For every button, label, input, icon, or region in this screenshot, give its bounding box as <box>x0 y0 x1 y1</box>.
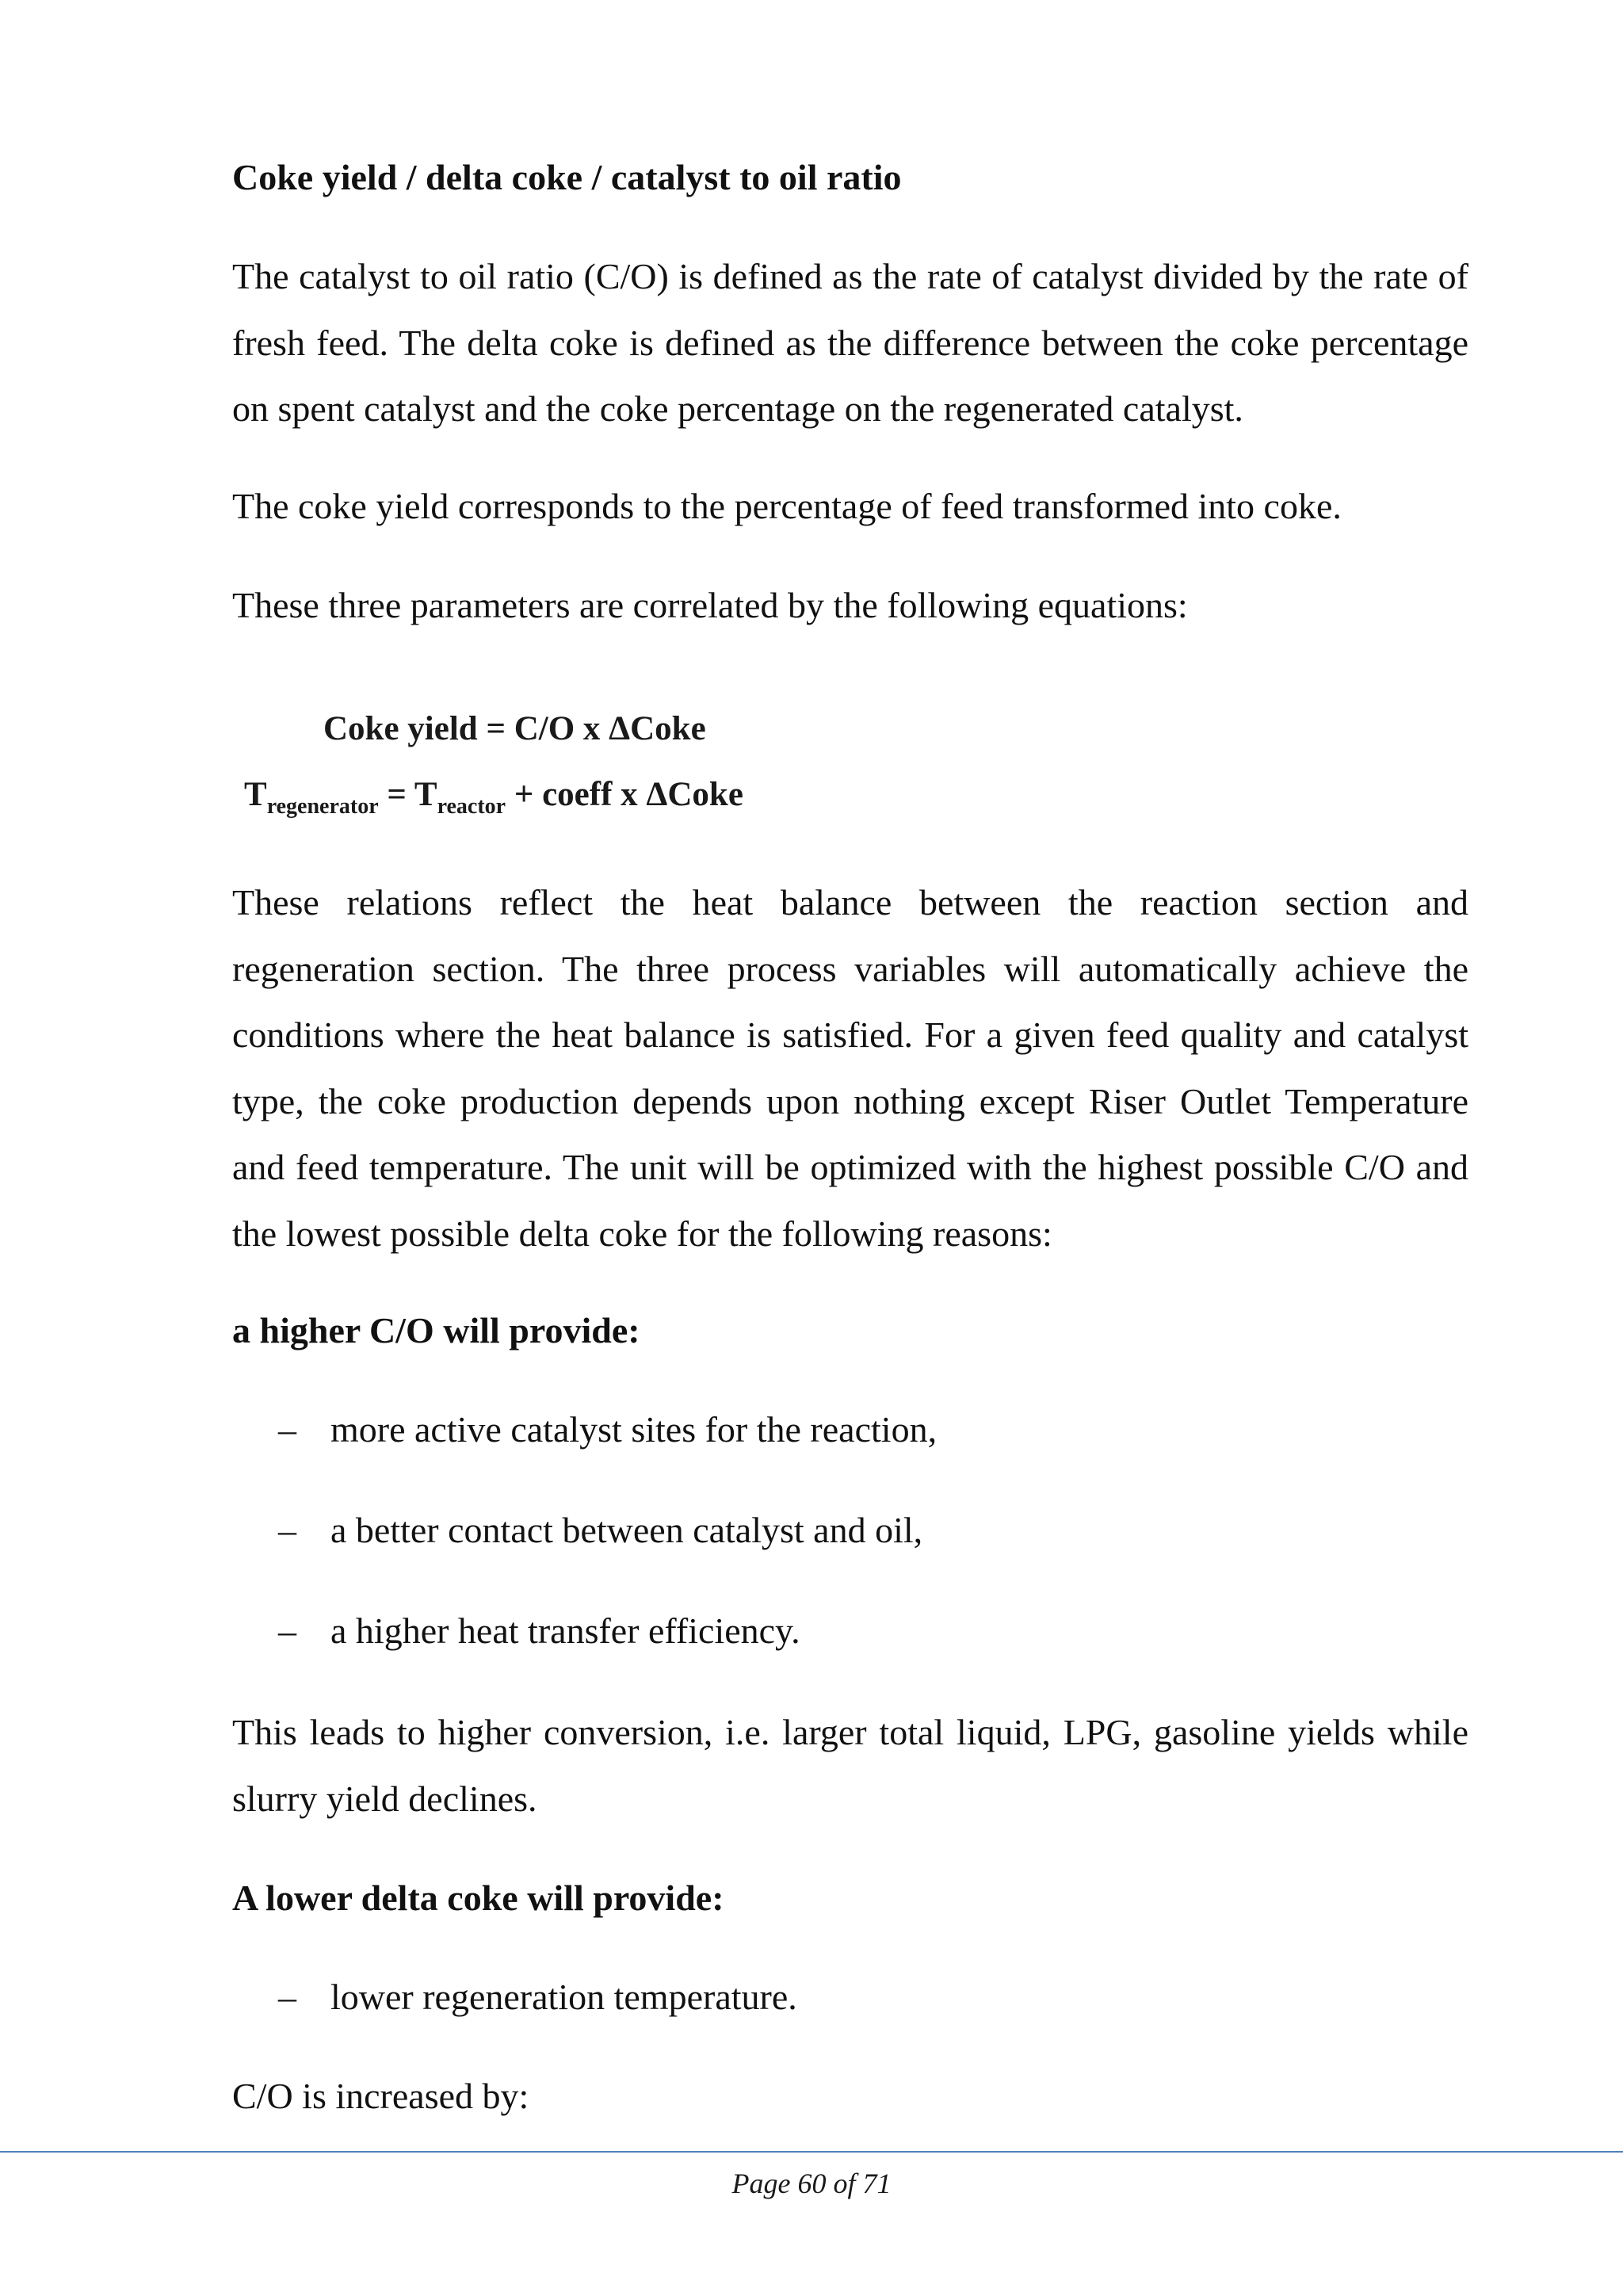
equation-coeff-term: + coeff x ΔCoke <box>506 776 743 813</box>
paragraph-heat-balance: These relations reflect the heat balance between the reaction section and regeneration section. The three process variables will automatically achieve the conditions where the heat balance is satisfied. For a given feed quality and catalyst type, the coke production depends upon nothing except Riser Outlet Temperature and feed temperature. The unit will be optimized with the highest possible C/O and the lowest possible delta coke for the following reasons: <box>232 882 1468 1254</box>
page-number: Page 60 of 71 <box>731 2168 892 2199</box>
equation-equals-t: = T <box>378 776 437 813</box>
list-item <box>278 1975 797 2019</box>
equation-coke-yield: Coke yield = C/O x ΔCoke <box>323 710 706 747</box>
subheading-higher-co: a higher C/O will provide: <box>232 1310 640 1350</box>
list-item <box>278 1508 922 1553</box>
list-item-text: lower regeneration temperature. <box>330 1977 797 2017</box>
equation-temperature <box>244 775 743 819</box>
section-heading: Coke yield / delta coke / catalyst to oil ratio <box>232 157 902 197</box>
bullet-dash: – <box>278 1610 296 1651</box>
paragraph-conversion: This leads to higher conversion, i.e. larger total liquid, LPG, gasoline yields while slurry yield declines. <box>232 1712 1468 1819</box>
subheading-lower-delta-coke: A lower delta coke will provide: <box>232 1878 724 1918</box>
list-item-text: a better contact between catalyst and oil, <box>330 1510 923 1550</box>
equation-t-symbol: T <box>244 776 267 813</box>
paragraph-coke-yield: The coke yield corresponds to the percentage of feed transformed into coke. <box>232 486 1342 526</box>
list-item-text: a higher heat transfer efficiency. <box>330 1610 800 1651</box>
paragraph-co-increased: C/O is increased by: <box>232 2076 529 2116</box>
paragraph-definition: The catalyst to oil ratio (C/O) is defined as the rate of catalyst divided by the rate of fresh feed. The delta coke is defined as the difference between the coke percentage on spent catalyst and the coke percentage on the regenerated catalyst. <box>232 256 1468 429</box>
list-item <box>278 1408 937 1452</box>
equation-subscript-regenerator: regenerator <box>266 794 379 819</box>
bullet-dash: – <box>278 1409 296 1450</box>
paragraph-equations-intro: These three parameters are correlated by the following equations: <box>232 585 1188 625</box>
list-item-text: more active catalyst sites for the reaction, <box>330 1409 938 1450</box>
list-item <box>278 1609 800 1653</box>
footer-divider <box>0 2151 1623 2153</box>
equation-subscript-reactor: reactor <box>437 794 506 819</box>
bullet-dash: – <box>278 1510 296 1550</box>
bullet-dash: – <box>278 1977 296 2017</box>
